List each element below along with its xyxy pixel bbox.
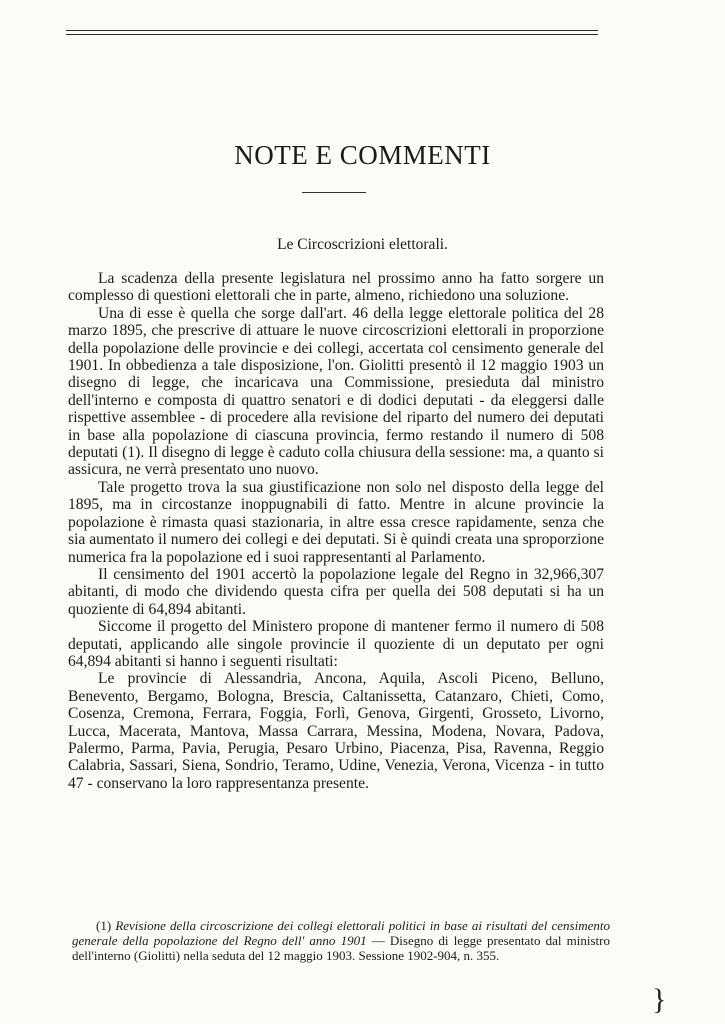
footnote-text: [72, 918, 610, 963]
paragraph: Le provincie di Alessandria, Ancona, Aquila, Ascoli Piceno, Belluno, Benevento, Bergamo, Bologna, Brescia, Caltanissetta, Catanzaro, Chieti, Como, Cosenza, Cremona, Ferrara, Foggia, Forlì, Genova, Girgenti, Grosseto, Livorno, Lucca, Macerata, Mantova, Massa Carrara, Messina, Modena, Novara, Padova, Palermo, Parma, Pavia, Perugia, Pesaro Urbino, Piacenza, Pisa, Ravenna, Reggio Calabria, Sassari, Siena, Sondrio, Teramo, Udine, Venezia, Verona, Vicenza - in tutto 47 - conservano la loro rappresentanza presente.: [68, 670, 604, 792]
paragraph: Tale progetto trova la sua giustificazione non solo nel disposto della legge del 1895, ma in circostanze inoppugnabili di fatto. Mentre in alcune provincie la popolazione è rimasta quasi stazionaria, in altre essa cresce rapidamente, senza che sia aumentato il numero dei collegi e dei deputati. Si è quindi creata una sproporzione numerica fra la popolazione ed i suoi rappresentanti al Parlamento.: [68, 478, 604, 566]
section-title: Le Circoscrizioni elettorali.: [277, 236, 448, 253]
footnote-separator: —: [366, 933, 390, 948]
paragraph: Il censimento del 1901 accertò la popolazione legale del Regno in 32,966,307 abitanti, di modo che dividendo questa cifra per quella dei 508 deputati si ha un quoziente di 64,894 abitanti.: [68, 565, 604, 618]
page-title: NOTE E COMMENTI: [234, 140, 491, 170]
footnote-italic-title: Revisione della circoscrizione dei collegi elettorali politici in base ai risultati del censimento generale della popolazione del Regno dell' anno 1901: [72, 918, 610, 948]
paragraph: Una di esse è quella che sorge dall'art. 46 della legge elettorale politica del 28 marzo 1895, che prescrive di attuare le nuove circoscrizioni elettorali in proporzione della popolazione delle provincie e dei collegi, accertata col censimento generale del 1901. In obbedienza a tale disposizione, l'on. Giolitti presentò il 12 maggio 1903 un disegno di legge, che incaricava una Commissione, presieduta dal ministro dell'interno e composta di quattro senatori e di dodici deputati - da eleggersi dalle rispettive assemblee - di procedere alla revisione del riparto del numero dei deputati in base alla popolazione di ciascuna provincia, fermo restando il numero di 508 deputati (1). Il disegno di legge è caduto colla chiusura della sessione: ma, a quanto si assicura, ne verrà presentato uno nuovo.: [68, 304, 604, 479]
paragraph: Siccome il progetto del Ministero propone di mantener fermo il numero di 508 deputati, applicando alle singole provincie il quoziente di un deputato per ogni 64,894 abitanti si hanno i seguenti risultati:: [68, 618, 604, 670]
margin-brace-mark: }: [652, 983, 667, 1016]
title-divider: [302, 192, 366, 193]
footnote-citation: Disegno di legge presentato dal ministro dell'interno (Giolitti) nella seduta del 12 maggio 1903. Sessione 1902-904, n. 355.: [72, 933, 610, 963]
header-double-rule: [66, 30, 598, 35]
article-body: [68, 270, 604, 792]
footnote: [72, 918, 610, 963]
footnote-marker: (1): [96, 918, 112, 933]
paragraph: La scadenza della presente legislatura nel prossimo anno ha fatto sorgere un complesso di questioni elettorali che in parte, almeno, richiedono una soluzione.: [68, 270, 604, 305]
